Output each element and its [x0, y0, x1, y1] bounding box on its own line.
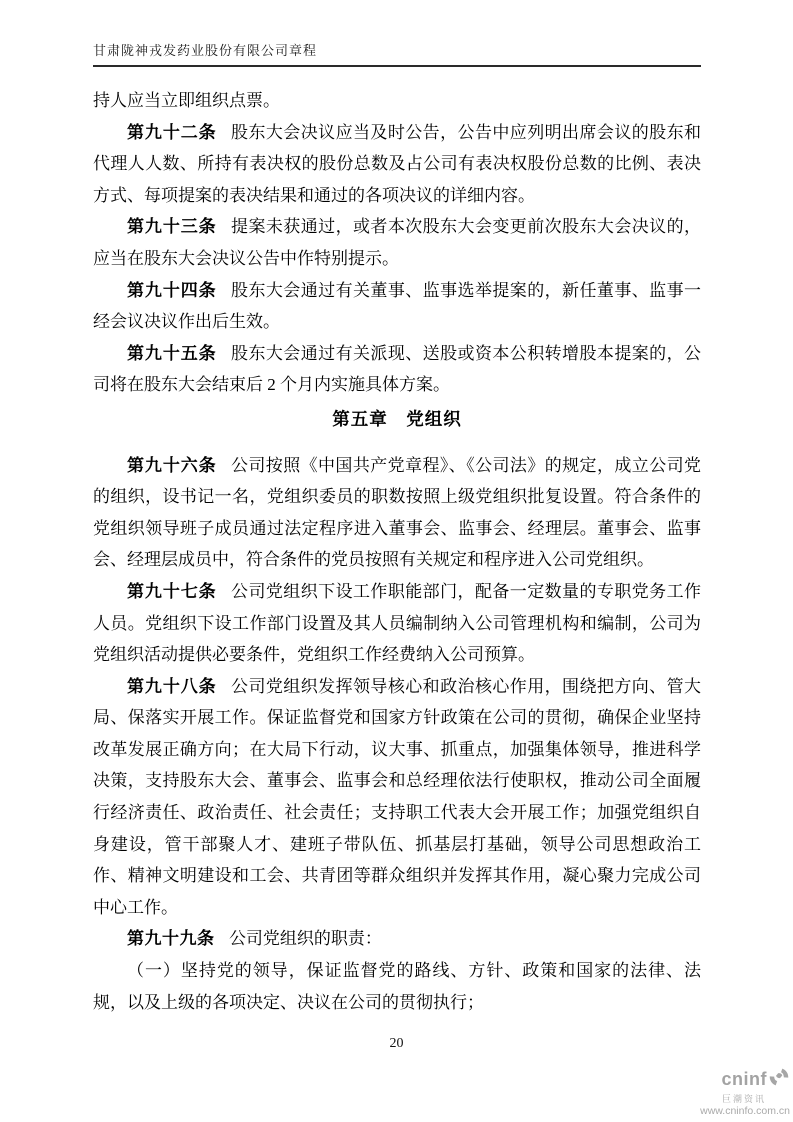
page-number: 20	[389, 1036, 404, 1051]
article-paragraph	[93, 338, 701, 401]
article-paragraph	[93, 671, 701, 924]
article-paragraph	[93, 450, 701, 576]
article-number: 第九十五条	[127, 343, 217, 363]
article-number: 第九十七条	[127, 581, 217, 601]
chapter-heading: 第五章 党组织	[332, 408, 462, 429]
article-number: 第九十四条	[127, 280, 217, 300]
article-paragraph	[93, 923, 701, 955]
article-number: 第九十六条	[127, 455, 217, 475]
article-number: 第九十八条	[127, 676, 217, 696]
article-text: 公司党组织发挥领导核心和政治核心作用，围绕把方向、管大局、保落实开展工作。保证监督党和国家方针政策在公司的贯彻，确保企业坚持改革发展正确方向；在大局下行动，议大事、抓重点，加强集体领导，推进科学决策，支持股东大会、董事会、监事会和总经理依法行使职权，推动公司全面履行经济责任、政治责任、社会责任；支持职工代表大会开展工作；加强党组织自身建设，管干部聚人才、建班子带队伍、抓基层打基础，领导公司思想政治工作、精神文明建设和工会、共青团等群众组织并发挥其作用，凝心聚力完成公司中心工作。	[93, 676, 702, 917]
cninfo-watermark	[660, 1066, 790, 1117]
article-paragraph	[93, 211, 701, 274]
cninfo-brand-text: cninf	[721, 1069, 767, 1089]
clause-item: （一）坚持党的领导，保证监督党的路线、方针、政策和国家的法律、法规，以及上级的各项决定、决议在公司的贯彻执行；	[93, 961, 701, 1012]
cninfo-brand-row	[722, 1066, 791, 1092]
cninfo-swirl-icon	[768, 1066, 790, 1092]
document-body	[93, 67, 701, 1018]
article-text: 公司按照《中国共产党章程》、《公司法》的规定，成立公司党的组织，设书记一名，党组织委员的职数按照上级党组织批复设置。符合条件的党组织领导班子成员通过法定程序进入董事会、监事会、经理层。董事会、监事会、经理层成员中，符合条件的党员按照有关规定和程序进入公司党组织。	[93, 455, 702, 570]
article-paragraph	[93, 275, 701, 338]
document-title: 甘肃陇神戎发药业股份有限公司章程	[93, 43, 318, 58]
article-number: 第九十二条	[127, 122, 217, 142]
article-paragraph	[93, 117, 701, 212]
cninfo-url: www.cninfo.com.cn	[700, 1105, 790, 1117]
article-text: 公司党组织的职责：	[228, 929, 382, 949]
article-paragraph	[93, 576, 701, 671]
article-text: 股东大会通过有关董事、监事选举提案的，新任董事、监事一经会议决议作出后生效。	[93, 280, 702, 332]
article-text: 提案未获通过，或者本次股东大会变更前次股东大会决议的，应当在股东大会决议公告中作特别提示。	[93, 217, 702, 268]
article-number: 第九十三条	[127, 217, 217, 237]
page-header	[93, 40, 701, 67]
article-text: 股东大会通过有关派现、送股或资本公积转增股本提案的，公司将在股东大会结束后 2 个月内实施具体方案。	[93, 343, 702, 395]
article-text: 股东大会决议应当及时公告，公告中应列明出席会议的股东和代理人人数、所持有表决权的股份总数及占公司有表决权股份总数的比例、表决方式、每项提案的表决结果和通过的各项决议的详细内容。	[93, 122, 702, 205]
article-text: 公司党组织下设工作职能部门，配备一定数量的专职党务工作人员。党组织下设工作部门设置及其人员编制纳入公司管理机构和编制，公司为党组织活动提供必要条件，党组织工作经费纳入公司预算。	[93, 581, 702, 665]
article-number: 第九十九条	[127, 929, 215, 949]
paragraph-continuation: 持人应当立即组织点票。	[93, 91, 280, 110]
cninfo-chinese-name: 巨潮资讯	[721, 1094, 766, 1104]
